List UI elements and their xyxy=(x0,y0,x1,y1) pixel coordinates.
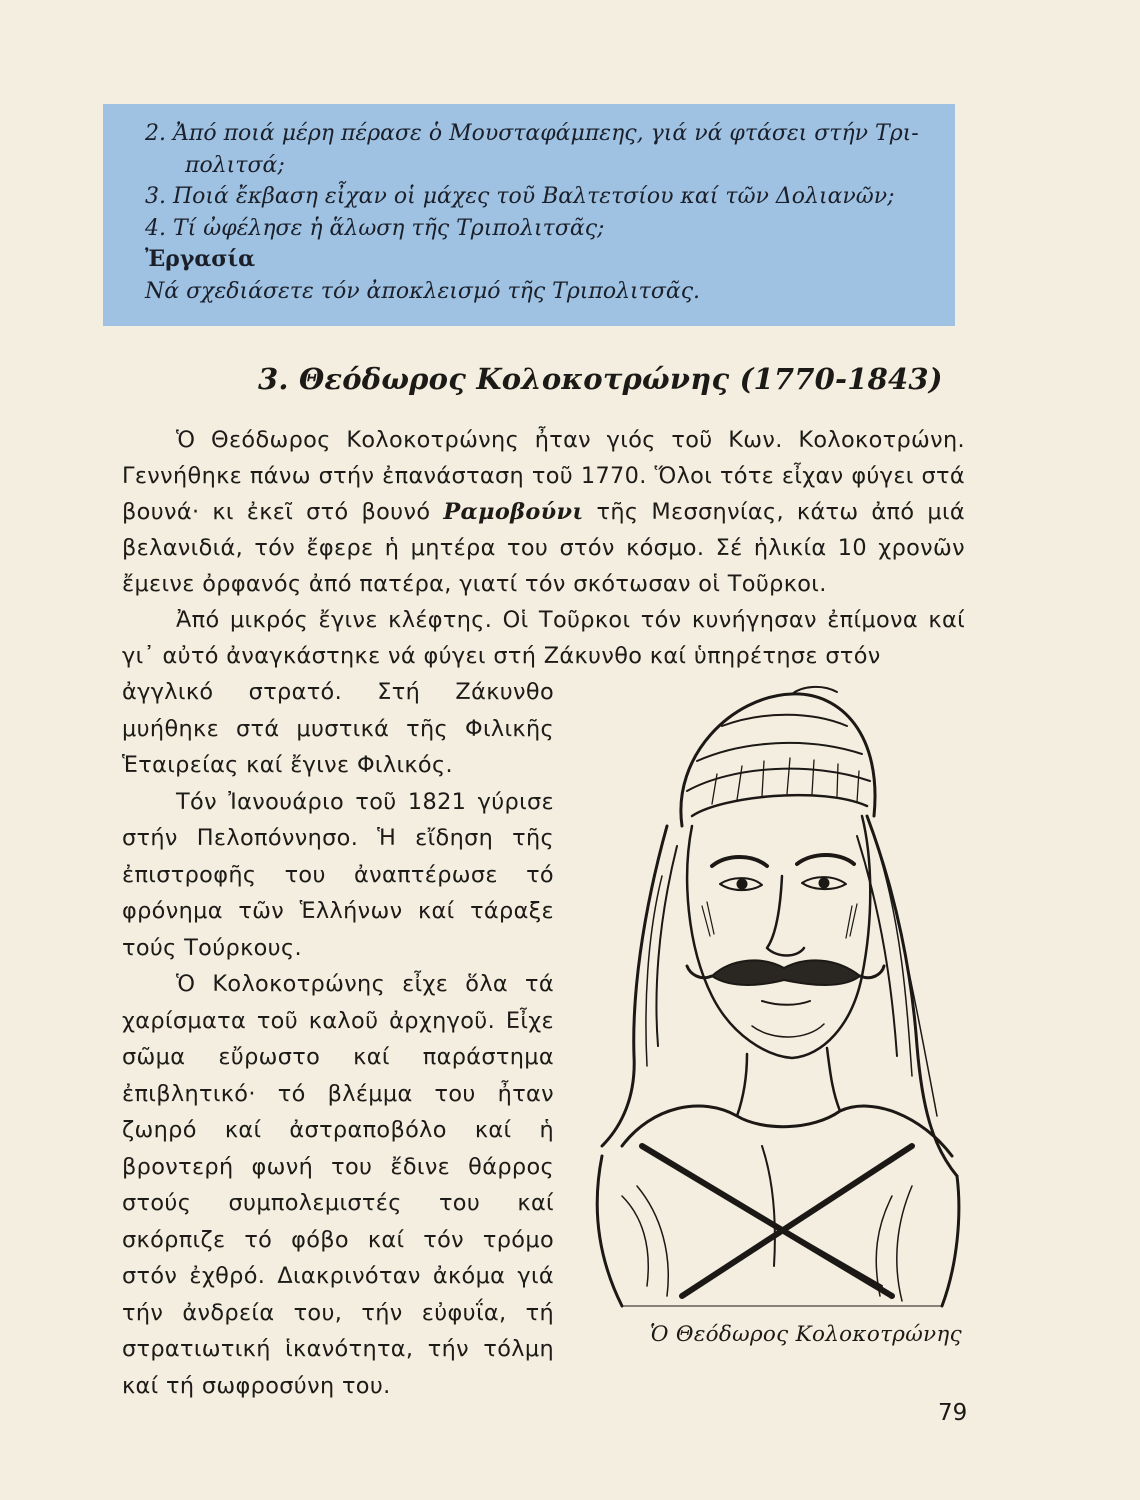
section-title: 3. Θεόδωρος Κολοκοτρώνης (1770-1843) xyxy=(258,362,943,396)
paragraph-return: Τόν Ἰανουάριο τοῦ 1821 γύρισε στήν Πελοπόννησο. Ἡ εἴδηση τῆς ἐπιστροφῆς του ἀναπτέρωσε τό φρόνημα τῶν Ἑλλήνων καί τάραξε τούς Τούρκους. xyxy=(122,788,554,961)
place-name-ramovouni: Ραμοβούνι xyxy=(443,499,584,525)
work-assignment: Νά σχεδιάσετε τόν ἀποκλεισμό τῆς Τριπολιτσᾶς. xyxy=(145,278,701,304)
question-4: 4. Τί ὠφέλησε ἡ ἅλωση τῆς Τριπολιτσᾶς; xyxy=(145,215,605,241)
page-number: 79 xyxy=(938,1400,968,1426)
full-width-text xyxy=(122,422,965,674)
column-text xyxy=(122,674,554,1404)
question-2-line-1: 2. Ἀπό ποιά μέρη πέρασε ὁ Μουσταφάμπεης, γιά νά φτάσει στήν Τρι- xyxy=(145,121,919,146)
portrait-caption: Ὁ Θεόδωρος Κολοκοτρώνης xyxy=(650,1322,962,1347)
paragraph-qualities: Ὁ Κολοκοτρώνης εἶχε ὅλα τά χαρίσματα τοῦ καλοῦ ἀρχηγοῦ. Εἶχε σῶμα εὔρωστο καί παράστημα ἐπιβλητικό· τό βλέμμα του ἦταν ζωηρό καί ἀστραποβόλο καί ἡ βροντερή φωνή του ἔδινε θάρρος στούς συμπολεμιστές του καί σκόρπιζε τό φόβο καί τόν τρόμο στόν ἐχθρό. Διακρινόταν ἀκόμα γιά τήν ἀνδρεία του, τήν εὐφυΐα, τή στρατιωτική ἱκανότητα, τήν τόλμη καί τή σωφροσύνη του. xyxy=(122,971,554,1399)
question-2-continuation: πολιτσά; xyxy=(185,152,285,178)
paragraph-klephtis: Ἀπό μικρός ἔγινε κλέφτης. Οἱ Τοῦρκοι τόν κυνήγησαν ἐπίμονα καί γι᾿ αὐτό ἀναγκάστηκε νά φύγει στή Ζάκυνθο καί ὑπηρέτησε στόν xyxy=(122,607,965,669)
kolokotronis-portrait xyxy=(562,676,962,1316)
question-2 xyxy=(145,118,933,150)
review-questions-box xyxy=(103,104,955,326)
paragraph-birth xyxy=(122,422,965,602)
paragraph-klephtis-continued: ἀγγλικό στρατό. Στή Ζάκυνθο μυήθηκε στά μυστικά τῆς Φιλικῆς Ἑταιρείας καί ἔγινε Φιλικός. xyxy=(122,679,554,778)
work-heading: Ἐργασία xyxy=(145,246,256,272)
paragraph-birth-part-1: Ὁ Θεόδωρος Κολοκοτρώνης ἦταν γιός τοῦ Κων. Κολοκοτρώνη. Γεννήθηκε πάνω στήν ἐπανάσταση τοῦ 1770. Ὅλοι τότε εἶχαν φύγει στά βουνά· κι ἐκεῖ στό βουνό xyxy=(122,427,965,525)
paragraph-birth-part-2: τῆς Μεσσηνίας, κάτω ἀπό μιά βελανιδιά, τόν ἔφερε ἡ μητέρα του στόν κόσμο. Σέ ἡλικία 10 χρονῶν ἔμεινε ὀρφανός ἀπό πατέρα, γιατί τόν σκότωσαν οἱ Τοῦρκοι. xyxy=(122,499,965,597)
question-3: 3. Ποιά ἔκβαση εἶχαν οἱ μάχες τοῦ Βαλτετσίου καί τῶν Δολιανῶν; xyxy=(145,184,895,209)
